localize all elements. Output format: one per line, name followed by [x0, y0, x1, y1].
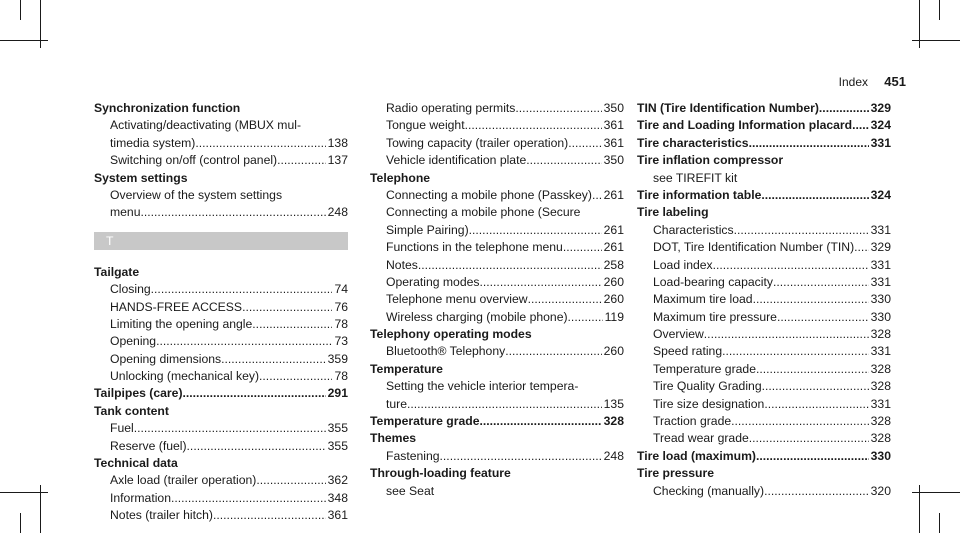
page-reference[interactable]: 361: [603, 118, 624, 133]
dot-leader: [134, 420, 326, 437]
index-subentry: [370, 152, 624, 169]
entry-text: Tire characteristics: [637, 135, 749, 150]
index-subentry: [637, 413, 891, 430]
dot-leader: [568, 135, 601, 152]
page-reference[interactable]: 330: [870, 309, 891, 324]
index-subentry: [370, 448, 624, 465]
entry-text: TIN (Tire Identification Number): [637, 101, 819, 115]
page-reference[interactable]: 258: [603, 257, 624, 272]
index-entry-heading: [637, 117, 891, 134]
page-reference[interactable]: 329: [870, 101, 891, 115]
dot-leader: [221, 351, 326, 368]
dot-leader: [731, 413, 869, 430]
index-subentry: [370, 100, 624, 117]
running-header-title: Index: [838, 75, 868, 89]
index-entry-heading: [370, 361, 624, 378]
page-number: 451: [884, 74, 906, 89]
entry-text: Information: [110, 490, 171, 505]
index-subentry: [370, 239, 624, 256]
dot-leader: [480, 274, 602, 291]
entry-text: Closing: [110, 282, 151, 297]
index-subentry: [637, 361, 891, 378]
index-entry-heading: [94, 264, 348, 281]
index-subentry: [370, 204, 624, 221]
dot-leader: [151, 281, 333, 298]
index-subentry: [94, 333, 348, 350]
page-reference[interactable]: 119: [604, 309, 624, 324]
dot-leader: [242, 299, 332, 316]
entry-text: Towing capacity (trailer operation): [386, 135, 569, 150]
index-entry-heading: [94, 170, 348, 187]
page-reference[interactable]: 361: [603, 135, 624, 150]
entry-text: Telephony operating modes: [370, 327, 532, 342]
entry-text: Simple Pairing): [386, 222, 469, 237]
index-subentry: [637, 343, 891, 360]
entry-text: DOT, Tire Identification Number (TIN): [653, 240, 855, 255]
entry-text: Radio operating permits: [386, 101, 516, 115]
index-subentry: [370, 135, 624, 152]
index-entry-heading: [94, 455, 348, 472]
entry-text: Tire and Loading Information placard: [637, 118, 853, 133]
index-entry-heading: [370, 170, 624, 187]
index-subentry: [637, 430, 891, 447]
dot-leader: [568, 309, 603, 326]
page-reference[interactable]: 331: [870, 344, 891, 359]
page-reference[interactable]: 328: [870, 327, 891, 342]
dot-leader: [713, 257, 869, 274]
entry-text: Telephone: [370, 170, 431, 185]
section-letter-bar: [94, 232, 348, 250]
entry-text: timedia system): [110, 135, 196, 150]
dot-leader: [526, 152, 601, 169]
index-entry-heading: [94, 403, 348, 420]
dot-leader: [722, 343, 869, 360]
entry-text: see Seat: [386, 483, 435, 498]
index-subentry: [637, 222, 891, 239]
page-reference[interactable]: 355: [327, 438, 348, 453]
entry-text: Telephone menu overview: [386, 292, 528, 307]
entry-text: Notes (trailer hitch): [110, 508, 213, 523]
dot-leader: [418, 257, 602, 274]
index-entry-heading: [637, 448, 891, 465]
entry-text: Connecting a mobile phone (Secure: [386, 205, 581, 220]
page-reference[interactable]: 355: [327, 421, 348, 436]
entry-text: Tire Quality Grading: [653, 379, 762, 394]
entry-text: Speed rating: [653, 344, 723, 359]
page-reference[interactable]: 291: [327, 386, 348, 401]
entry-text: Fuel: [110, 421, 134, 436]
dot-leader: [465, 117, 602, 134]
dot-leader: [756, 361, 869, 378]
entry-text: Technical data: [94, 456, 178, 471]
entry-text: Temperature: [370, 361, 443, 376]
page-reference[interactable]: 76: [334, 299, 348, 314]
dot-leader: [753, 291, 869, 308]
dot-leader: [592, 187, 602, 204]
section-letter: T: [106, 233, 114, 248]
dot-leader: [852, 117, 869, 134]
index-subentry: [94, 490, 348, 507]
index-subentry: [94, 117, 348, 134]
index-subentry: [370, 187, 624, 204]
dot-leader: [187, 438, 326, 455]
page-reference[interactable]: 135: [603, 396, 624, 411]
page-reference[interactable]: 74: [334, 282, 348, 297]
dot-leader: [819, 100, 869, 117]
index-subentry: [370, 343, 624, 360]
page-reference[interactable]: 73: [334, 334, 348, 349]
entry-text: Axle load (trailer operation): [110, 473, 257, 488]
index-subentry: [94, 368, 348, 385]
dot-leader: [407, 396, 602, 413]
page-reference[interactable]: 350: [603, 101, 624, 115]
index-entry-heading: [637, 152, 891, 169]
index-subentry: [370, 378, 624, 395]
index-entry-heading: [637, 465, 891, 482]
dot-leader: [761, 187, 868, 204]
dot-leader: [528, 291, 602, 308]
index-subentry: [94, 351, 348, 368]
dot-leader: [171, 490, 326, 507]
index-column-1: [94, 100, 348, 525]
index-entry-heading: [94, 100, 348, 117]
index-subentry: [94, 204, 348, 221]
dot-leader: [756, 448, 869, 465]
page-reference[interactable]: 350: [603, 153, 624, 168]
dot-leader: [213, 507, 326, 524]
entry-text: Tire size designation: [653, 396, 765, 411]
entry-text: Tire inflation compressor: [637, 153, 784, 168]
index-subentry: [370, 117, 624, 134]
index-entry-heading: [370, 326, 624, 343]
index-subentry: [637, 483, 891, 500]
entry-text: Load index: [653, 257, 713, 272]
page-reference[interactable]: 331: [870, 257, 891, 272]
entry-text: Tire information table: [637, 187, 762, 202]
index-subentry: [370, 257, 624, 274]
index-entry-heading: [637, 204, 891, 221]
entry-text: Tank content: [94, 403, 169, 418]
index-subentry: [94, 152, 348, 169]
index-entry-heading: [637, 135, 891, 152]
page-reference[interactable]: 260: [603, 344, 624, 359]
page-reference[interactable]: 324: [870, 118, 891, 133]
entry-text: Traction grade: [653, 414, 732, 429]
entry-text: Overview of the system settings: [110, 187, 283, 202]
index-entry-heading: [637, 187, 891, 204]
entry-text: Themes: [370, 431, 417, 446]
page-reference[interactable]: 328: [870, 379, 891, 394]
page-reference[interactable]: 320: [870, 483, 891, 498]
dot-leader: [505, 343, 601, 360]
entry-text: Setting the vehicle interior tempera-: [386, 379, 579, 394]
entry-text: Fastening: [386, 448, 440, 463]
entry-text: Checking (manually): [653, 483, 765, 498]
entry-text: Vehicle identification plate: [386, 153, 527, 168]
index-subentry: [94, 420, 348, 437]
index-subentry: [94, 299, 348, 316]
dot-leader: [777, 309, 869, 326]
entry-text: Tongue weight: [386, 118, 465, 133]
dot-leader: [256, 472, 325, 489]
entry-text: ture: [386, 396, 408, 411]
page-reference[interactable]: 331: [870, 135, 891, 150]
dot-leader: [183, 385, 326, 402]
page-reference[interactable]: 260: [603, 274, 624, 289]
dot-leader: [252, 316, 332, 333]
index-entry-heading: [94, 385, 348, 402]
entry-text: Switching on/off (control panel): [110, 153, 278, 168]
entry-text: Tailgate: [94, 264, 140, 279]
index-subentry: [370, 483, 624, 500]
entry-text: Temperature grade: [653, 361, 756, 376]
index-subentry: [94, 316, 348, 333]
dot-leader: [195, 135, 325, 152]
index-subentry: [370, 274, 624, 291]
dot-leader: [515, 100, 601, 117]
dot-leader: [277, 152, 326, 169]
dot-leader: [762, 378, 869, 395]
page-reference[interactable]: 248: [603, 448, 624, 463]
dot-leader: [469, 222, 602, 239]
index-subentry: [370, 309, 624, 326]
entry-text: Overview: [653, 327, 704, 342]
page-reference[interactable]: 328: [870, 361, 891, 376]
index-column-3: [637, 100, 891, 500]
entry-text: HANDS-FREE ACCESS: [110, 299, 243, 314]
index-subentry: [370, 396, 624, 413]
page-reference[interactable]: 331: [870, 396, 891, 411]
entry-text: Through-loading feature: [370, 466, 511, 481]
index-subentry: [637, 257, 891, 274]
entry-text: Maximum tire load: [653, 292, 753, 307]
index-subentry: [94, 472, 348, 489]
dot-leader: [749, 135, 869, 152]
page-reference[interactable]: 362: [327, 473, 348, 488]
entry-text: Functions in the telephone menu: [386, 240, 563, 255]
index-entry-heading: [370, 465, 624, 482]
entry-text: Tailpipes (care): [94, 386, 183, 401]
entry-text: Wireless charging (mobile phone): [386, 309, 568, 324]
entry-text: menu: [110, 205, 141, 220]
index-subentry: [637, 170, 891, 187]
dot-leader: [749, 430, 869, 447]
dot-leader: [563, 239, 602, 256]
entry-text: see TIREFIT kit: [653, 170, 738, 185]
entry-text: Connecting a mobile phone (Passkey): [386, 187, 592, 202]
page-reference[interactable]: 328: [870, 431, 891, 446]
index-subentry: [637, 396, 891, 413]
index-entry-heading: [370, 413, 624, 430]
page-reference[interactable]: 138: [327, 135, 348, 150]
page-reference[interactable]: 260: [603, 292, 624, 307]
entry-text: Characteristics: [653, 222, 734, 237]
index-subentry: [370, 291, 624, 308]
page-reference[interactable]: 329: [870, 240, 891, 255]
index-subentry: [94, 281, 348, 298]
index-subentry: [637, 326, 891, 343]
entry-text: Temperature grade: [370, 414, 480, 429]
index-subentry: [370, 222, 624, 239]
page-reference[interactable]: 361: [327, 508, 348, 523]
page-reference[interactable]: 330: [870, 448, 891, 463]
dot-leader: [764, 483, 869, 500]
dot-leader: [480, 413, 602, 430]
index-subentry: [637, 274, 891, 291]
index-subentry: [637, 239, 891, 256]
entry-text: Activating/deactivating (MBUX mul-: [110, 118, 302, 133]
page-reference[interactable]: 78: [334, 316, 348, 331]
entry-text: Opening: [110, 334, 157, 349]
entry-text: Opening dimensions: [110, 351, 222, 366]
page-reference[interactable]: 328: [603, 414, 624, 429]
page-reference[interactable]: 328: [870, 414, 891, 429]
page-reference[interactable]: 248: [327, 205, 348, 220]
index-subentry: [637, 378, 891, 395]
dot-leader: [440, 448, 602, 465]
entry-text: Load-bearing capacity: [653, 274, 773, 289]
page-reference[interactable]: 324: [870, 187, 891, 202]
entry-text: Tire labeling: [637, 205, 709, 220]
dot-leader: [764, 396, 868, 413]
entry-text: Maximum tire pressure: [653, 309, 777, 324]
entry-text: System settings: [94, 170, 188, 185]
entry-text: Synchronization function: [94, 101, 241, 115]
dot-leader: [141, 204, 326, 221]
index-subentry: [94, 187, 348, 204]
entry-text: Limiting the opening angle: [110, 316, 253, 331]
entry-text: Operating modes: [386, 274, 480, 289]
page-reference[interactable]: 261: [603, 240, 624, 255]
index-subentry: [637, 291, 891, 308]
index-subentry: [94, 507, 348, 524]
page-reference[interactable]: 261: [603, 187, 624, 202]
entry-text: Reserve (fuel): [110, 438, 187, 453]
index-subentry: [637, 309, 891, 326]
entry-text: Bluetooth® Telephony: [386, 344, 506, 359]
entry-text: Notes: [386, 257, 418, 272]
entry-text: Tire pressure: [637, 466, 715, 481]
index-entry-heading: [370, 430, 624, 447]
page-reference[interactable]: 359: [327, 351, 348, 366]
index-subentry: [94, 135, 348, 152]
page-reference[interactable]: 78: [334, 369, 348, 384]
page-reference[interactable]: 331: [870, 222, 891, 237]
entry-text: Tread wear grade: [653, 431, 749, 446]
dot-leader: [734, 222, 869, 239]
dot-leader: [773, 274, 869, 291]
page-reference[interactable]: 137: [327, 153, 348, 168]
page-reference[interactable]: 261: [603, 222, 624, 237]
index-entry-heading: [637, 100, 891, 117]
dot-leader: [854, 239, 869, 256]
page-reference[interactable]: 331: [870, 274, 891, 289]
page-reference[interactable]: 330: [870, 292, 891, 307]
dot-leader: [259, 368, 332, 385]
dot-leader: [156, 333, 332, 350]
dot-leader: [704, 326, 869, 343]
entry-text: Unlocking (mechanical key): [110, 369, 260, 384]
page-reference[interactable]: 348: [327, 490, 348, 505]
index-column-2: [370, 100, 624, 500]
index-subentry: [94, 438, 348, 455]
entry-text: Tire load (maximum): [637, 448, 756, 463]
